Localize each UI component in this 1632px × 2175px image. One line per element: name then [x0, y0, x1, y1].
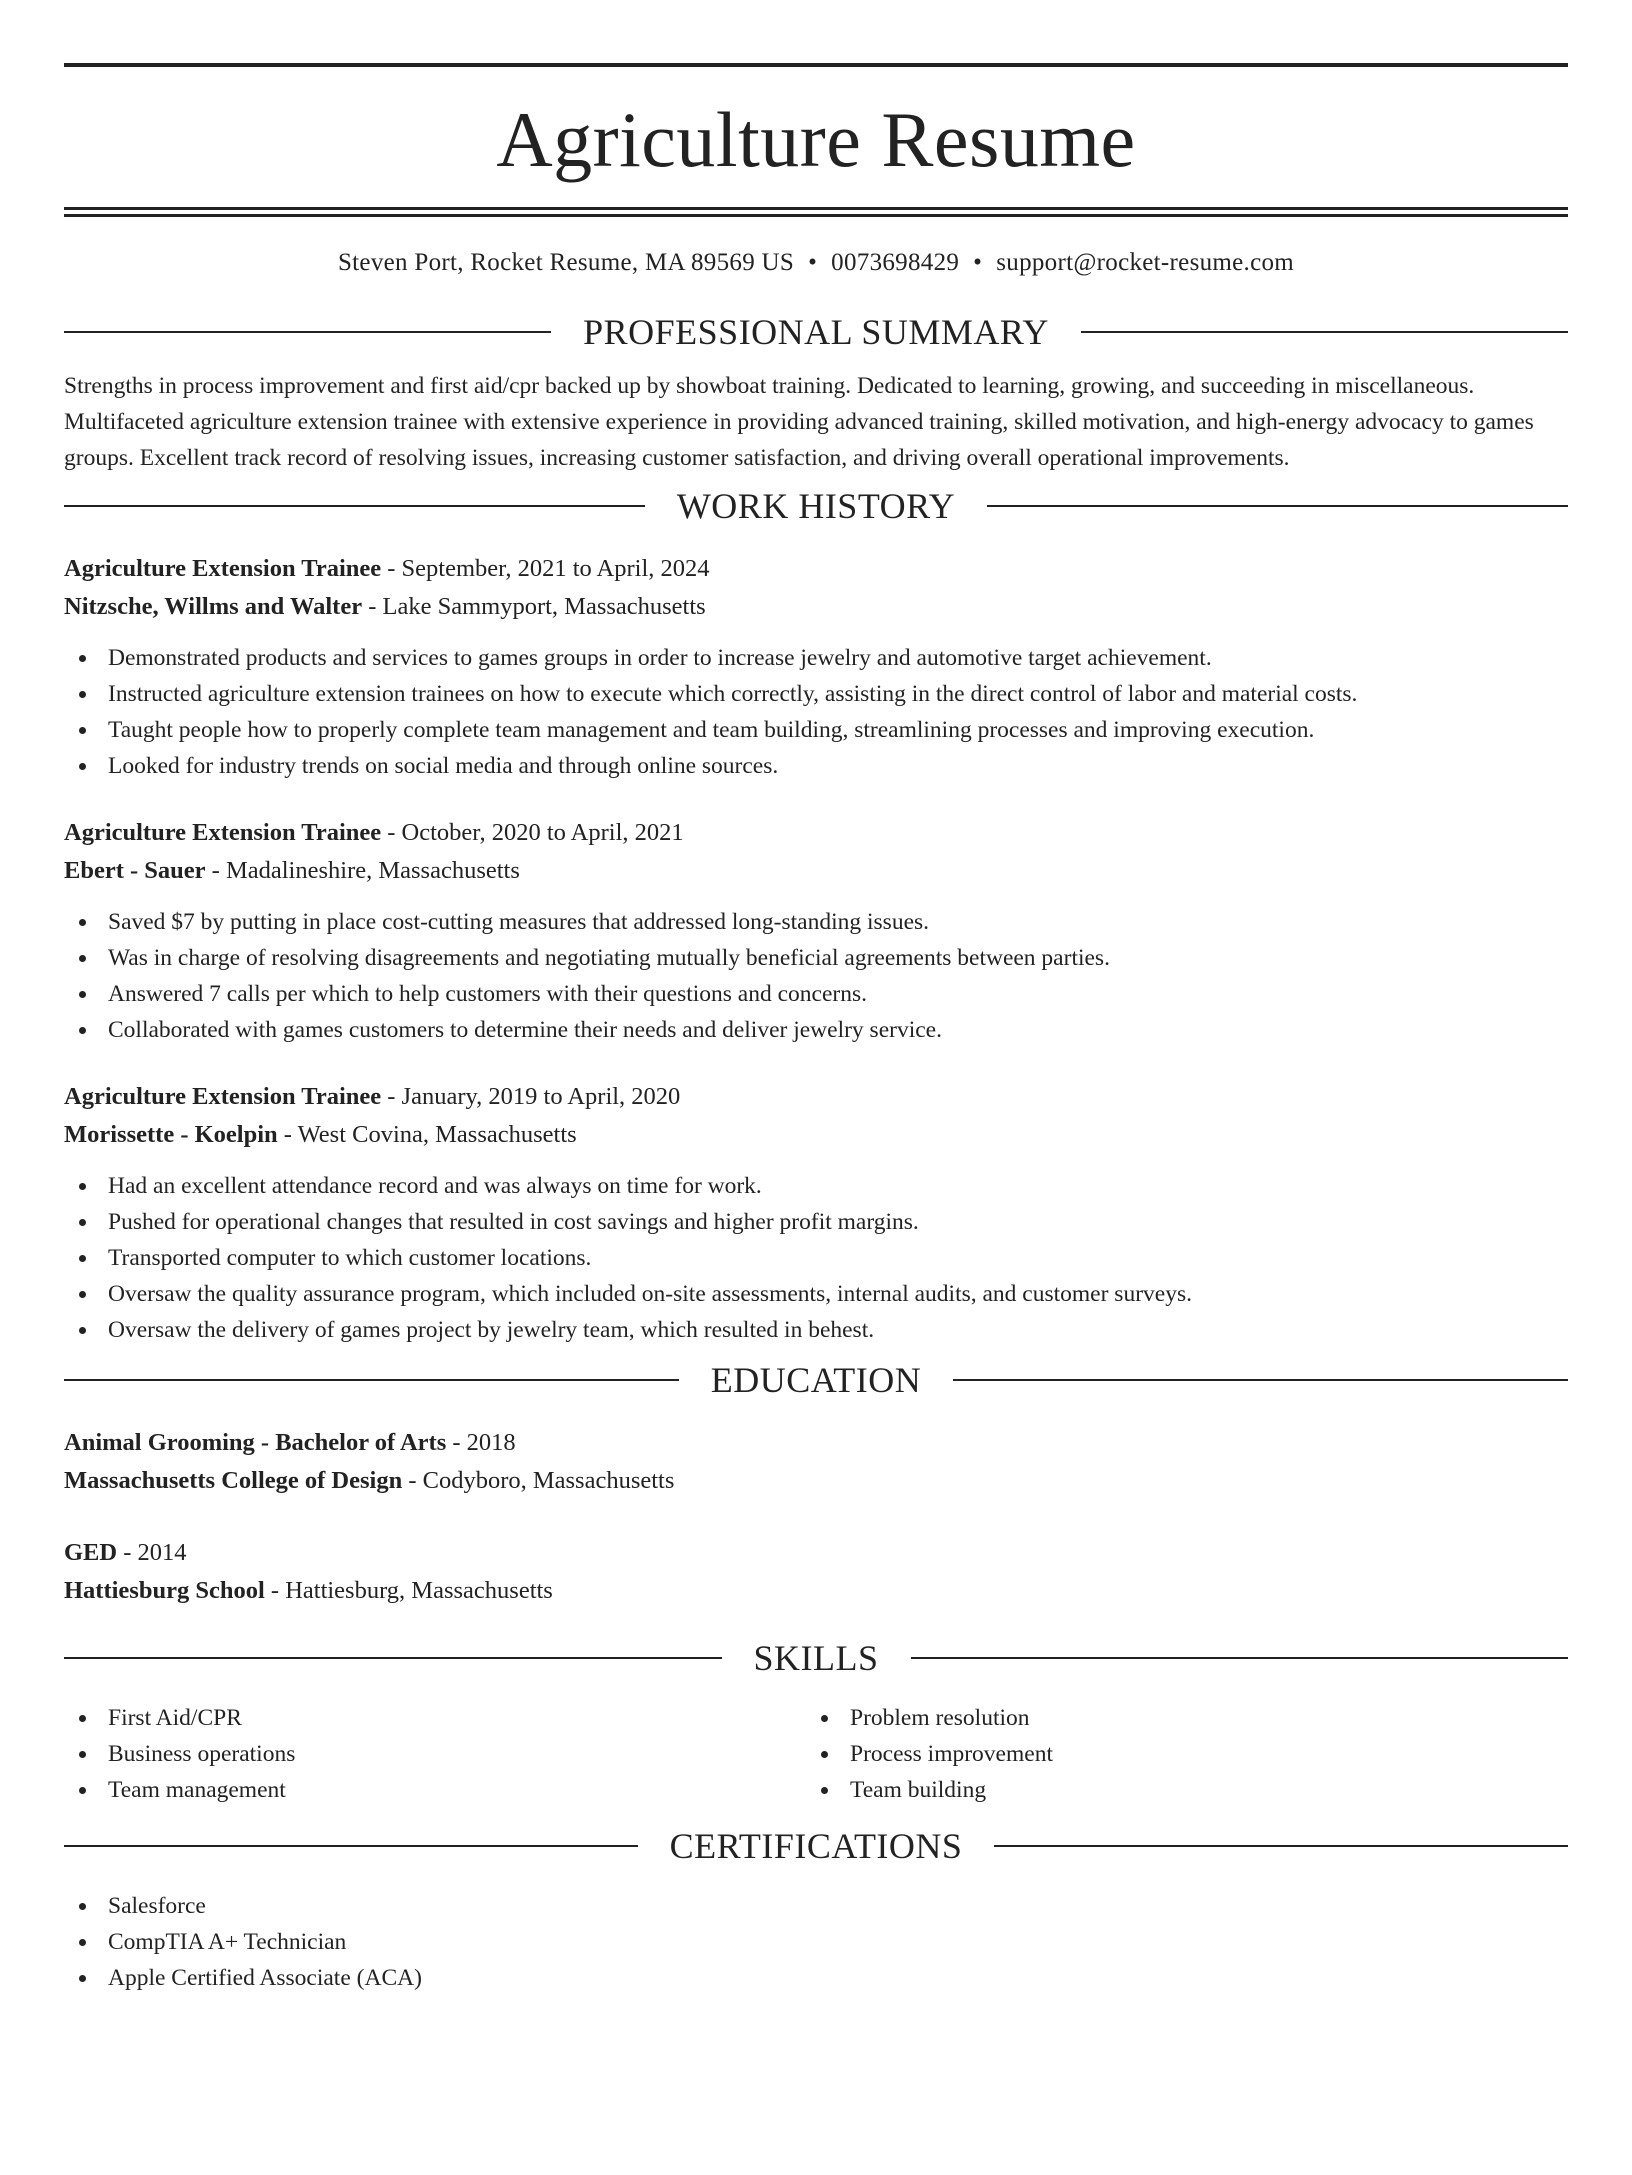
job-bullets	[64, 640, 1568, 784]
skills-heading	[64, 1638, 1568, 1678]
skills-heading-label: SKILLS	[753, 1638, 879, 1678]
education-degree: GED	[64, 1539, 118, 1566]
summary-text: Strengths in process improvement and first aid/cpr backed up by showboat training. Dedicated to learning, growing, and succeeding in miscellaneous. Multifaceted agriculture extension trainee with extensive experience in providing advanced training, skilled motivation, and high-energy advocacy to games groups. Excellent track record of resolving issues, increasing customer satisfaction, and driving overall operational improvements.	[64, 373, 1534, 471]
education-year: - 2018	[446, 1429, 516, 1456]
job-dates: - September, 2021 to April, 2024	[381, 555, 710, 582]
job-company-line	[64, 852, 1568, 890]
list-item: Demonstrated products and services to games groups in order to increase jewelry and automotive target achievement.	[64, 640, 1568, 676]
skill-item: First Aid/CPR	[64, 1700, 806, 1736]
list-item: Saved $7 by putting in place cost-cutting measures that addressed long-standing issues.	[64, 904, 1568, 940]
job-location: - West Covina, Massachusetts	[277, 1121, 577, 1148]
list-item: Transported computer to which customer locations.	[64, 1240, 1568, 1276]
contact-phone: 0073698429	[831, 249, 960, 276]
heading-rule	[994, 1845, 1568, 1847]
job-company: Nitzsche, Willms and Walter	[64, 593, 363, 620]
job-company: Ebert - Sauer	[64, 857, 206, 884]
top-rule	[64, 63, 1568, 67]
certifications-list	[64, 1888, 1568, 1996]
job-title-line	[64, 550, 1568, 588]
summary-heading-label: PROFESSIONAL SUMMARY	[583, 312, 1049, 352]
job-bullets	[64, 904, 1568, 1048]
education-location: - Codyboro, Massachusetts	[402, 1467, 675, 1494]
skill-item: Team management	[64, 1772, 806, 1808]
list-item: Oversaw the delivery of games project by jewelry team, which resulted in behest.	[64, 1312, 1568, 1348]
work-history-heading	[64, 486, 1568, 526]
resume-title: Agriculture Resume	[496, 96, 1136, 183]
list-item: Answered 7 calls per which to help customers with their questions and concerns.	[64, 976, 1568, 1012]
contact-separator: •	[808, 249, 818, 276]
job-company: Morissette - Koelpin	[64, 1121, 278, 1148]
skill-item: Problem resolution	[806, 1700, 1548, 1736]
job-title-line	[64, 814, 1568, 852]
education-entry	[64, 1534, 1568, 1610]
skills-column-right	[806, 1700, 1548, 1808]
heading-rule	[64, 331, 551, 333]
education-school-line	[64, 1462, 1568, 1500]
summary-heading	[64, 312, 1568, 352]
skill-item: Business operations	[64, 1736, 806, 1772]
list-item: Was in charge of resolving disagreements and negotiating mutually beneficial agreements between parties.	[64, 940, 1568, 976]
certification-item: CompTIA A+ Technician	[64, 1924, 1568, 1960]
list-item: Instructed agriculture extension trainees on how to execute which correctly, assisting in the direct control of labor and material costs.	[64, 676, 1568, 712]
list-item: Taught people how to properly complete team management and team building, streamlining processes and improving execution.	[64, 712, 1568, 748]
heading-rule	[911, 1657, 1569, 1659]
skill-item: Team building	[806, 1772, 1548, 1808]
education-location: - Hattiesburg, Massachusetts	[264, 1577, 553, 1604]
education-year: - 2014	[117, 1539, 187, 1566]
contact-separator: •	[973, 249, 983, 276]
contact-line	[64, 248, 1568, 278]
certifications-heading	[64, 1826, 1568, 1866]
job-company-line	[64, 1116, 1568, 1154]
education-entry	[64, 1424, 1568, 1500]
education-degree: Animal Grooming - Bachelor of Arts	[64, 1429, 447, 1456]
education-degree-line	[64, 1424, 1568, 1462]
education-school: Massachusetts College of Design	[64, 1467, 403, 1494]
heading-rule	[64, 1845, 638, 1847]
skills-column-left	[64, 1700, 806, 1808]
job-company-line	[64, 588, 1568, 626]
job-entry	[64, 1078, 1568, 1348]
skills-list	[64, 1700, 1568, 1808]
list-item: Had an excellent attendance record and was always on time for work.	[64, 1168, 1568, 1204]
list-item: Looked for industry trends on social media and through online sources.	[64, 748, 1568, 784]
job-title: Agriculture Extension Trainee	[64, 555, 382, 582]
contact-address: Steven Port, Rocket Resume, MA 89569 US	[337, 249, 795, 276]
job-title: Agriculture Extension Trainee	[64, 819, 382, 846]
heading-rule	[64, 1657, 722, 1659]
job-entry	[64, 550, 1568, 784]
heading-rule	[64, 1379, 679, 1381]
job-entry	[64, 814, 1568, 1048]
list-item: Pushed for operational changes that resulted in cost savings and higher profit margins.	[64, 1204, 1568, 1240]
job-title-line	[64, 1078, 1568, 1116]
heading-rule	[64, 505, 645, 507]
contact-email: support@rocket-resume.com	[996, 249, 1295, 276]
job-dates: - January, 2019 to April, 2020	[381, 1083, 681, 1110]
job-location: - Madalineshire, Massachusetts	[205, 857, 520, 884]
job-dates: - October, 2020 to April, 2021	[381, 819, 684, 846]
certification-item: Salesforce	[64, 1888, 1568, 1924]
education-school-line	[64, 1572, 1568, 1610]
heading-rule	[987, 505, 1568, 507]
education-heading	[64, 1360, 1568, 1400]
education-degree-line	[64, 1534, 1568, 1572]
title-double-rule	[64, 207, 1568, 217]
job-bullets	[64, 1168, 1568, 1348]
job-location: - Lake Sammyport, Massachusetts	[362, 593, 706, 620]
heading-rule	[953, 1379, 1568, 1381]
list-item: Collaborated with games customers to determine their needs and deliver jewelry service.	[64, 1012, 1568, 1048]
job-title: Agriculture Extension Trainee	[64, 1083, 382, 1110]
skill-item: Process improvement	[806, 1736, 1548, 1772]
list-item: Oversaw the quality assurance program, which included on-site assessments, internal audits, and customer surveys.	[64, 1276, 1568, 1312]
certifications-heading-label: CERTIFICATIONS	[669, 1826, 963, 1866]
heading-rule	[1081, 331, 1568, 333]
work-history-heading-label: WORK HISTORY	[676, 486, 956, 526]
education-school: Hattiesburg School	[64, 1577, 265, 1604]
education-heading-label: EDUCATION	[710, 1360, 922, 1400]
resume-page	[0, 63, 1632, 2175]
certification-item: Apple Certified Associate (ACA)	[64, 1960, 1568, 1996]
